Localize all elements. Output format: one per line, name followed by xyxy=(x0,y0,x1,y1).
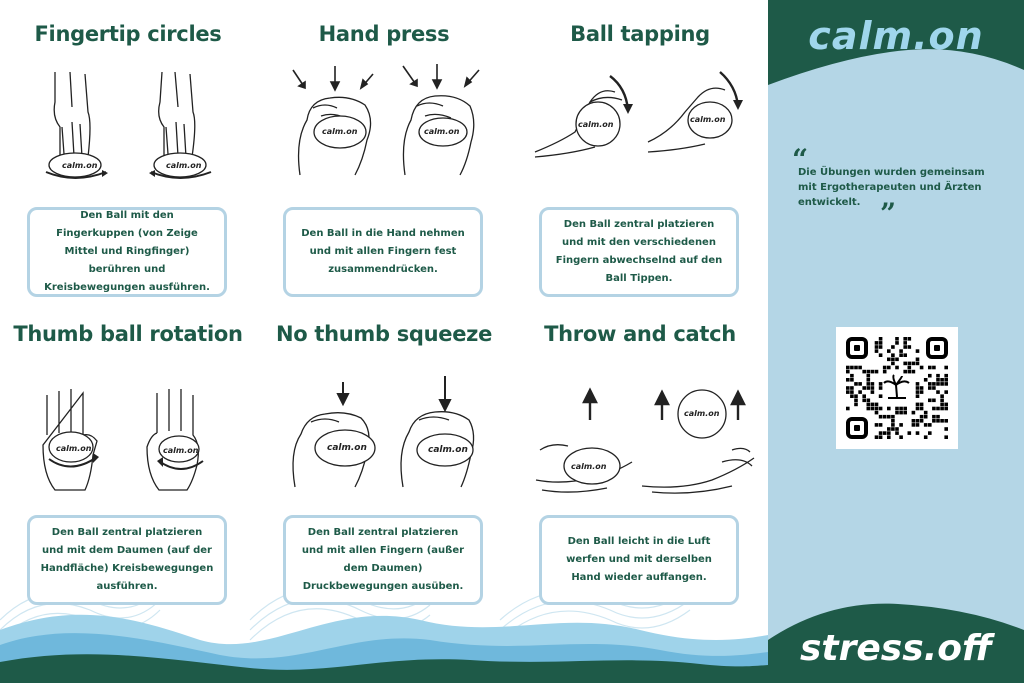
qr-module xyxy=(924,411,928,415)
qr-module xyxy=(887,427,891,431)
qr-module xyxy=(928,386,932,390)
qr-module xyxy=(944,435,948,439)
ball-label: calm.on xyxy=(322,127,358,136)
qr-module xyxy=(867,374,871,378)
qr-module xyxy=(899,407,903,411)
qr-module xyxy=(846,370,850,374)
qr-module xyxy=(928,399,932,403)
qr-module xyxy=(944,390,948,394)
qr-module xyxy=(883,431,887,435)
qr-module xyxy=(879,341,883,345)
qr-module xyxy=(862,386,866,390)
qr-module xyxy=(883,415,887,419)
qr-module xyxy=(932,399,936,403)
qr-module xyxy=(875,345,879,349)
qr-module xyxy=(879,423,883,427)
qr-module xyxy=(903,411,907,415)
qr-module xyxy=(879,407,883,411)
qr-module xyxy=(850,394,854,398)
qr-module xyxy=(944,378,948,382)
qr-module xyxy=(879,386,883,390)
ball-label: calm.on xyxy=(684,409,720,418)
qr-module xyxy=(916,407,920,411)
qr-module xyxy=(920,419,924,423)
qr-module xyxy=(916,390,920,394)
brand-logo: calm.on xyxy=(808,14,984,58)
qr-module xyxy=(912,370,916,374)
qr-module xyxy=(944,403,948,407)
qr-module xyxy=(932,382,936,386)
qr-module xyxy=(903,370,907,374)
qr-module xyxy=(854,382,858,386)
qr-module xyxy=(875,370,879,374)
no-thumb-squeeze-illustration xyxy=(285,372,485,492)
throw-and-catch-illustration xyxy=(532,380,757,500)
qr-module xyxy=(903,362,907,366)
qr-module xyxy=(916,349,920,353)
exercise-title-fingertip-circles: Fingertip circles xyxy=(34,22,222,46)
qr-module xyxy=(846,386,850,390)
qr-module xyxy=(903,337,907,341)
qr-module xyxy=(850,378,854,382)
qr-module xyxy=(916,423,920,427)
qr-module xyxy=(862,370,866,374)
qr-code[interactable] xyxy=(836,327,958,449)
qr-module xyxy=(887,431,891,435)
qr-module xyxy=(858,390,862,394)
qr-module xyxy=(887,358,891,362)
qr-module xyxy=(891,427,895,431)
qr-module xyxy=(867,403,871,407)
qr-module xyxy=(936,390,940,394)
qr-module xyxy=(887,435,891,439)
ball-label: calm.on xyxy=(62,161,98,170)
qr-module xyxy=(858,382,862,386)
palm-tree-icon xyxy=(884,375,910,401)
qr-module xyxy=(854,399,858,403)
qr-module xyxy=(916,394,920,398)
ball-label: calm.on xyxy=(166,161,202,170)
qr-module xyxy=(899,435,903,439)
qr-module xyxy=(879,394,883,398)
exercise-description-throw-and-catch: Den Ball leicht in die Luft werfen und mit derselben Hand wieder auffangen. xyxy=(539,515,739,605)
exercise-description-thumb-ball-rotation: Den Ball zentral platzieren und mit dem Daumen (auf der Handfläche) Kreisbewegungen ausführen. xyxy=(27,515,227,605)
qr-module xyxy=(883,370,887,374)
qr-module xyxy=(936,419,940,423)
exercise-title-thumb-ball-rotation: Thumb ball rotation xyxy=(13,322,243,346)
quote-text: Die Übungen wurden gemeinsam mit Ergotherapeuten und Ärzten entwickelt. xyxy=(798,167,985,208)
qr-module xyxy=(936,374,940,378)
qr-module xyxy=(932,415,936,419)
ball-label: calm.on xyxy=(690,115,726,124)
exercise-description-no-thumb-squeeze: Den Ball zentral platzieren und mit allen Fingern (außer dem Daumen) Druckbewegungen ausüben. xyxy=(283,515,483,605)
qr-module xyxy=(940,394,944,398)
qr-module xyxy=(940,378,944,382)
qr-module xyxy=(895,337,899,341)
qr-module xyxy=(920,403,924,407)
qr-module xyxy=(875,411,879,415)
quote-close-mark: ” xyxy=(880,197,897,230)
qr-module xyxy=(928,374,932,378)
qr-module xyxy=(899,353,903,357)
exercise-description-hand-press: Den Ball in die Hand nehmen und mit allen Fingern fest zusammendrücken. xyxy=(283,207,483,297)
qr-module xyxy=(891,415,895,419)
exercise-title-throw-and-catch: Throw and catch xyxy=(544,322,736,346)
qr-module xyxy=(867,399,871,403)
qr-module xyxy=(928,382,932,386)
qr-module xyxy=(895,427,899,431)
qr-module xyxy=(887,349,891,353)
qr-module xyxy=(912,362,916,366)
qr-module xyxy=(908,345,912,349)
qr-module xyxy=(891,423,895,427)
qr-module xyxy=(908,362,912,366)
qr-module xyxy=(903,407,907,411)
qr-module xyxy=(850,366,854,370)
qr-module xyxy=(940,399,944,403)
qr-module xyxy=(875,423,879,427)
brand-slogan: stress.off xyxy=(799,628,993,669)
qr-module xyxy=(895,366,899,370)
quote-open-mark: “ xyxy=(792,143,809,176)
qr-module xyxy=(916,403,920,407)
exercise-title-hand-press: Hand press xyxy=(318,22,450,46)
qr-module xyxy=(912,411,916,415)
qr-module xyxy=(850,374,854,378)
qr-module xyxy=(899,349,903,353)
qr-module xyxy=(920,386,924,390)
qr-module xyxy=(932,419,936,423)
qr-module xyxy=(875,403,879,407)
qr-module xyxy=(916,382,920,386)
qr-module xyxy=(940,419,944,423)
ball-tapping-illustration xyxy=(530,62,755,162)
qr-module xyxy=(936,415,940,419)
qr-module xyxy=(908,366,912,370)
qr-module xyxy=(932,407,936,411)
qr-module xyxy=(920,366,924,370)
qr-module xyxy=(887,366,891,370)
exercise-description-fingertip-circles: Den Ball mit den Fingerkuppen (von Zeige Mittel und Ringfinger) berühren und Kreisbewegungen ausführen. xyxy=(27,207,227,297)
qr-module xyxy=(895,358,899,362)
qr-module xyxy=(871,403,875,407)
ball-label: calm.on xyxy=(163,446,199,455)
qr-module xyxy=(854,403,858,407)
qr-module xyxy=(891,345,895,349)
qr-module xyxy=(944,366,948,370)
qr-module xyxy=(875,341,879,345)
qr-module xyxy=(944,407,948,411)
qr-module xyxy=(867,386,871,390)
qr-code-icon xyxy=(836,327,958,449)
qr-module xyxy=(916,358,920,362)
qr-module xyxy=(879,415,883,419)
qr-module xyxy=(944,374,948,378)
qr-module xyxy=(867,378,871,382)
qr-module xyxy=(875,435,879,439)
ball-label: calm.on xyxy=(327,443,367,453)
qr-module xyxy=(899,411,903,415)
qr-module xyxy=(891,362,895,366)
qr-module xyxy=(916,362,920,366)
qr-module xyxy=(924,378,928,382)
qr-module xyxy=(867,382,871,386)
exercise-title-ball-tapping: Ball tapping xyxy=(570,22,710,46)
qr-module xyxy=(858,366,862,370)
qr-module xyxy=(928,431,932,435)
qr-module xyxy=(879,353,883,357)
thumb-ball-rotation-illustration xyxy=(35,385,225,495)
qr-module xyxy=(895,407,899,411)
qr-module xyxy=(879,382,883,386)
qr-module xyxy=(891,358,895,362)
qr-module xyxy=(940,382,944,386)
qr-module xyxy=(871,390,875,394)
qr-module xyxy=(846,378,850,382)
ball-label: calm.on xyxy=(428,445,468,455)
qr-module xyxy=(850,390,854,394)
qr-module xyxy=(908,370,912,374)
qr-module xyxy=(916,386,920,390)
qr-module xyxy=(871,370,875,374)
exercise-title-no-thumb-squeeze: No thumb squeeze xyxy=(275,322,493,346)
qr-module xyxy=(936,407,940,411)
qr-module xyxy=(920,407,924,411)
qr-module xyxy=(887,415,891,419)
qr-module xyxy=(854,366,858,370)
qr-module xyxy=(936,382,940,386)
qr-module xyxy=(936,378,940,382)
qr-module xyxy=(879,337,883,341)
qr-module xyxy=(912,419,916,423)
qr-module xyxy=(940,403,944,407)
qr-module xyxy=(924,415,928,419)
qr-module xyxy=(932,366,936,370)
ball-label: calm.on xyxy=(571,462,607,471)
qr-module xyxy=(854,394,858,398)
qr-module xyxy=(920,390,924,394)
qr-module xyxy=(862,394,866,398)
qr-module xyxy=(871,382,875,386)
qr-module xyxy=(862,399,866,403)
qr-module xyxy=(879,435,883,439)
ball-label: calm.on xyxy=(424,127,460,136)
qr-module xyxy=(932,386,936,390)
qr-module xyxy=(903,341,907,345)
qr-module xyxy=(908,337,912,341)
qr-module xyxy=(891,353,895,357)
qr-module xyxy=(928,366,932,370)
qr-module xyxy=(846,390,850,394)
qr-module xyxy=(912,423,916,427)
qr-module xyxy=(846,407,850,411)
qr-module xyxy=(944,419,948,423)
qr-module xyxy=(895,341,899,345)
qr-module xyxy=(928,423,932,427)
qr-module xyxy=(867,407,871,411)
qr-module xyxy=(887,407,891,411)
qr-module xyxy=(916,431,920,435)
qr-module xyxy=(879,345,883,349)
qr-module xyxy=(899,423,903,427)
qr-module xyxy=(875,407,879,411)
qr-module xyxy=(883,366,887,370)
qr-module xyxy=(850,386,854,390)
qr-module xyxy=(944,427,948,431)
qr-module xyxy=(903,345,907,349)
qr-module xyxy=(895,431,899,435)
qr-module xyxy=(920,415,924,419)
qr-module xyxy=(875,349,879,353)
qr-module xyxy=(846,366,850,370)
qr-module xyxy=(871,386,875,390)
qr-module xyxy=(867,370,871,374)
qr-module xyxy=(895,411,899,415)
qr-module xyxy=(940,407,944,411)
qr-module xyxy=(908,431,912,435)
qr-module xyxy=(879,431,883,435)
qr-module xyxy=(871,407,875,411)
qr-module xyxy=(891,419,895,423)
qr-module xyxy=(944,382,948,386)
ball-label: calm.on xyxy=(578,120,614,129)
ball-label: calm.on xyxy=(56,444,92,453)
exercise-description-ball-tapping: Den Ball zentral platzieren und mit den verschiedenen Fingern abwechselnd auf den Ball Tippen. xyxy=(539,207,739,297)
qr-module xyxy=(903,353,907,357)
hand-press-illustration xyxy=(285,60,485,180)
qr-module xyxy=(916,419,920,423)
qr-module xyxy=(924,435,928,439)
qr-module xyxy=(924,423,928,427)
